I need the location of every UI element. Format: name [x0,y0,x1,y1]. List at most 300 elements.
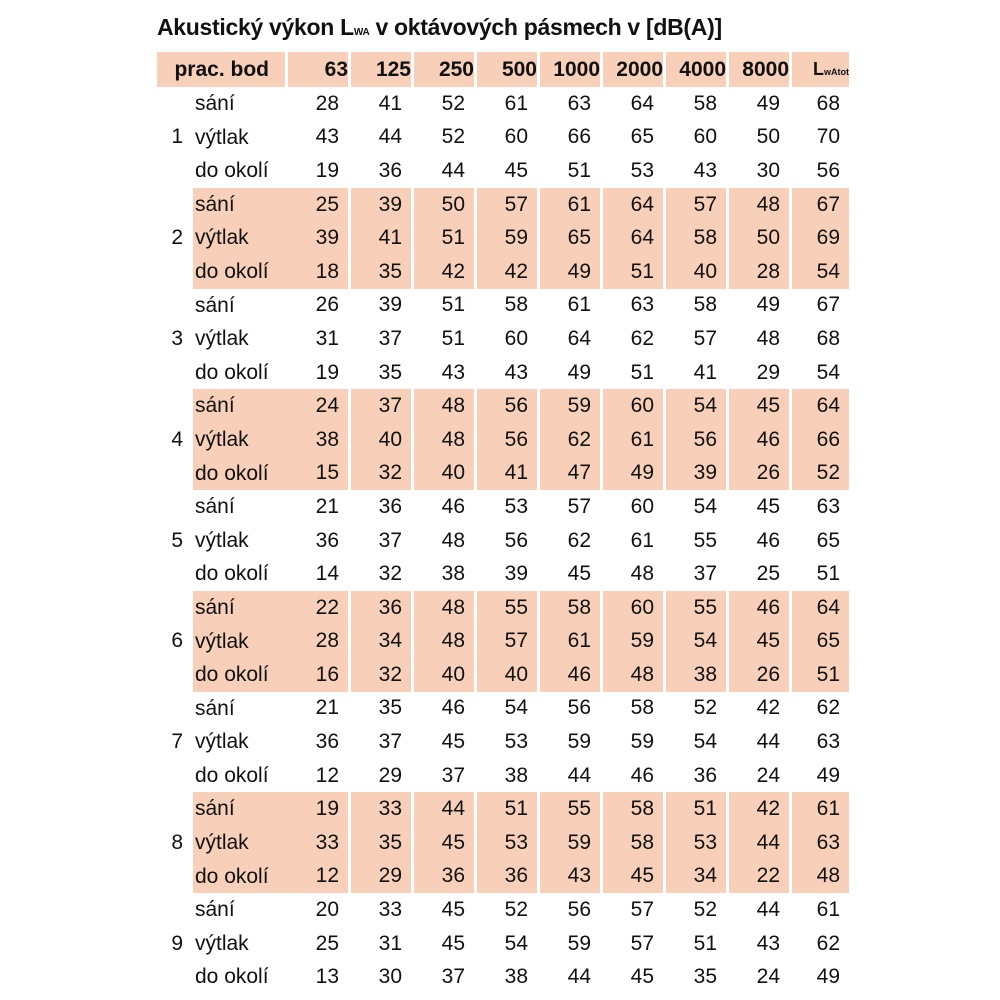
band-value-cell: 19 [315,360,339,384]
band-value-cell: 64 [600,221,663,255]
band-value-cell: 37 [348,389,411,423]
band-value-cell: 54 [474,927,537,961]
table-row [157,658,849,692]
table-title [157,14,722,41]
row-label: sání [193,591,285,625]
band-value-cell: 24 [726,759,789,793]
table-row [157,524,849,558]
band-value-cell: 14 [315,562,339,586]
table-row [157,591,849,625]
band-value-cell: 51 [411,289,474,323]
operating-point-number: 7 [171,730,183,754]
band-value-cell: 38 [474,960,537,994]
band-value-cell: 39 [663,457,726,491]
band-value-cell: 48 [600,557,663,591]
total-value-cell: 62 [789,692,849,726]
header-total [789,52,849,87]
table-row [157,255,849,289]
band-value-cell: 48 [411,524,474,558]
operating-point-number: 4 [171,427,183,451]
row-header-cell [157,490,285,524]
band-value-cell: 42 [726,792,789,826]
row-label: sání [195,92,235,115]
total-value-cell: 66 [789,423,849,457]
band-value-cell: 43 [537,860,600,894]
row-header-cell [157,457,285,491]
band-value-cell: 46 [726,423,789,457]
row-label: výtlak [195,730,249,754]
row-header-cell [157,759,285,793]
band-value-cell: 37 [348,524,411,558]
band-value-cell: 12 [315,763,339,787]
total-value-cell: 63 [789,725,849,759]
title-rest: v oktávových pásmech v [dB(A)] [369,14,722,40]
band-value-cell: 36 [411,860,474,894]
header-total-main: L [813,59,824,79]
band-value-cell: 37 [663,557,726,591]
band-value-cell: 60 [600,389,663,423]
band-value-cell: 58 [600,692,663,726]
band-value-cell: 37 [411,960,474,994]
row-label: do okolí [195,562,269,586]
header-operating-point: prac. bod [157,52,285,87]
band-value-cell: 44 [726,725,789,759]
band-value-cell: 31 [315,326,339,350]
band-value-cell: 37 [411,759,474,793]
band-value-cell: 59 [600,725,663,759]
band-value-cell: 36 [474,860,537,894]
band-value-cell: 40 [411,658,474,692]
band-value-cell: 61 [537,188,600,222]
table-row [157,221,849,255]
total-value-cell: 52 [789,457,849,491]
band-value-cell: 45 [600,960,663,994]
band-value-cell: 51 [411,322,474,356]
band-value-cell: 51 [600,356,663,390]
band-value-cell: 41 [348,87,411,121]
band-value-cell: 36 [348,154,411,188]
sound-power-table [157,52,849,994]
band-value-cell: 52 [474,893,537,927]
band-value-cell: 60 [600,490,663,524]
band-value-cell: 56 [537,893,600,927]
table-row [157,927,849,961]
band-value-cell: 60 [474,322,537,356]
band-value-cell: 35 [348,356,411,390]
band-value-cell: 57 [600,893,663,927]
total-value-cell: 67 [789,188,849,222]
band-value-cell: 46 [537,658,600,692]
band-value-cell: 36 [315,730,339,754]
row-label: do okolí [195,763,269,787]
band-value-cell: 54 [663,725,726,759]
band-value-cell: 34 [348,625,411,659]
row-label: sání [195,293,235,317]
band-value-cell: 59 [537,826,600,860]
band-value-cell: 60 [600,591,663,625]
band-value-cell: 38 [411,557,474,591]
row-label: sání [195,898,235,922]
band-value-cell: 32 [348,557,411,591]
band-value-cell: 33 [348,893,411,927]
band-value-cell: 57 [663,188,726,222]
band-value-cell: 59 [600,625,663,659]
band-value-cell: 57 [474,188,537,222]
band-value-cell: 59 [537,389,600,423]
band-value-cell: 20 [315,898,339,922]
operating-point-number: 1 [171,125,183,149]
band-value-cell: 45 [726,625,789,659]
band-value-cell: 59 [537,725,600,759]
band-value-cell: 28 [285,625,348,659]
band-value-cell: 60 [474,121,537,155]
row-label: sání [195,495,235,519]
band-value-cell: 54 [663,490,726,524]
band-value-cell: 63 [537,87,600,121]
band-value-cell: 49 [726,87,789,121]
band-value-cell: 57 [474,625,537,659]
band-value-cell: 25 [315,931,339,955]
band-value-cell: 44 [411,792,474,826]
operating-point-number: 2 [171,226,183,250]
table-row [157,725,849,759]
header-band: 500 [474,52,537,87]
band-value-cell: 44 [411,154,474,188]
band-value-cell: 39 [285,221,348,255]
total-value-cell: 56 [789,154,849,188]
band-value-cell: 46 [411,490,474,524]
band-value-cell: 37 [348,725,411,759]
band-value-cell: 41 [474,457,537,491]
band-value-cell: 48 [726,322,789,356]
total-value-cell: 68 [789,322,849,356]
band-value-cell: 48 [411,423,474,457]
total-value-cell: 70 [789,121,849,155]
band-value-cell: 28 [726,255,789,289]
band-value-cell: 58 [663,289,726,323]
table-row [157,792,849,826]
row-label: do okolí [193,255,285,289]
band-value-cell: 53 [474,725,537,759]
table-row [157,893,849,927]
band-value-cell: 56 [474,389,537,423]
band-value-cell: 21 [315,696,339,720]
header-total-subscript: wAtot [824,67,849,77]
band-value-cell: 61 [600,524,663,558]
header-band: 125 [348,52,411,87]
table-row [157,490,849,524]
operating-point-number: 6 [171,629,183,653]
row-label: do okolí [195,360,269,384]
row-header-cell [157,725,285,759]
table-row [157,188,849,222]
band-value-cell: 35 [348,255,411,289]
band-value-cell: 44 [348,121,411,155]
total-value-cell: 54 [789,255,849,289]
band-value-cell: 61 [537,625,600,659]
band-value-cell: 16 [285,658,348,692]
band-value-cell: 55 [474,591,537,625]
table-body [157,87,849,994]
band-value-cell: 56 [474,524,537,558]
band-value-cell: 57 [663,322,726,356]
band-value-cell: 53 [474,826,537,860]
band-value-cell: 46 [600,759,663,793]
band-value-cell: 45 [600,860,663,894]
band-value-cell: 42 [474,255,537,289]
band-value-cell: 51 [663,792,726,826]
band-value-cell: 46 [726,524,789,558]
band-value-cell: 36 [348,490,411,524]
row-label: do okolí [193,860,285,894]
band-value-cell: 18 [285,255,348,289]
title-subscript: WA [353,27,370,38]
band-value-cell: 46 [726,591,789,625]
band-value-cell: 34 [663,860,726,894]
row-header-cell [157,557,285,591]
row-header-cell [157,188,285,222]
table-row [157,121,849,155]
band-value-cell: 64 [600,188,663,222]
total-value-cell: 65 [789,625,849,659]
band-value-cell: 45 [537,557,600,591]
row-label: výtlak [195,931,249,955]
row-label: sání [193,188,285,222]
band-value-cell: 47 [537,457,600,491]
band-value-cell: 48 [411,625,474,659]
operating-point-number: 5 [171,528,183,552]
row-header-cell [157,322,285,356]
total-value-cell: 63 [789,490,849,524]
band-value-cell: 58 [600,826,663,860]
total-value-cell: 61 [789,792,849,826]
table-row [157,692,849,726]
band-value-cell: 64 [537,322,600,356]
band-value-cell: 51 [663,927,726,961]
row-label: výtlak [195,327,249,351]
band-value-cell: 24 [726,960,789,994]
band-value-cell: 62 [537,524,600,558]
row-label: do okolí [195,965,269,989]
header-band: 4000 [663,52,726,87]
band-value-cell: 19 [315,158,339,182]
band-value-cell: 13 [315,965,339,989]
band-value-cell: 33 [285,826,348,860]
band-value-cell: 36 [348,591,411,625]
band-value-cell: 43 [411,356,474,390]
row-header-cell [157,255,285,289]
row-header-cell [157,792,285,826]
table-row [157,423,849,457]
total-value-cell: 48 [789,860,849,894]
band-value-cell: 35 [348,692,411,726]
total-value-cell: 54 [789,356,849,390]
band-value-cell: 43 [663,154,726,188]
band-value-cell: 58 [474,289,537,323]
band-value-cell: 33 [348,792,411,826]
total-value-cell: 64 [789,591,849,625]
band-value-cell: 22 [285,591,348,625]
table-row [157,557,849,591]
row-header-cell [157,524,285,558]
band-value-cell: 25 [285,188,348,222]
band-value-cell: 40 [348,423,411,457]
band-value-cell: 53 [663,826,726,860]
table-row [157,356,849,390]
band-value-cell: 49 [537,255,600,289]
total-value-cell: 62 [789,927,849,961]
table-row [157,860,849,894]
row-header-cell [157,423,285,457]
row-label: výtlak [193,826,285,860]
table-row [157,87,849,121]
row-header-cell [157,625,285,659]
band-value-cell: 44 [537,960,600,994]
total-value-cell: 63 [789,826,849,860]
band-value-cell: 61 [537,289,600,323]
band-value-cell: 44 [726,893,789,927]
band-value-cell: 26 [726,658,789,692]
band-value-cell: 54 [663,625,726,659]
band-value-cell: 36 [315,528,339,552]
row-header-cell [157,356,285,390]
band-value-cell: 55 [537,792,600,826]
band-value-cell: 45 [411,893,474,927]
band-value-cell: 29 [348,860,411,894]
band-value-cell: 48 [726,188,789,222]
band-value-cell: 62 [537,423,600,457]
band-value-cell: 29 [348,759,411,793]
band-value-cell: 38 [285,423,348,457]
band-value-cell: 52 [411,87,474,121]
band-value-cell: 54 [663,389,726,423]
operating-point-number: 8 [171,830,183,854]
band-value-cell: 61 [474,87,537,121]
table-row [157,154,849,188]
row-header-cell [157,87,285,121]
band-value-cell: 21 [315,494,339,518]
header-band: 8000 [726,52,789,87]
band-value-cell: 51 [474,792,537,826]
row-label: do okolí [193,658,285,692]
band-value-cell: 45 [726,490,789,524]
header-band: 2000 [600,52,663,87]
band-value-cell: 63 [600,289,663,323]
band-value-cell: 30 [726,154,789,188]
row-label: výtlak [195,528,249,552]
band-value-cell: 57 [600,927,663,961]
total-value-cell: 51 [789,658,849,692]
band-value-cell: 41 [348,221,411,255]
band-value-cell: 58 [663,221,726,255]
title-main: Akustický výkon L [157,14,354,40]
band-value-cell: 22 [726,860,789,894]
band-value-cell: 64 [600,87,663,121]
band-value-cell: 24 [285,389,348,423]
band-value-cell: 62 [600,322,663,356]
header-band: 250 [411,52,474,87]
band-value-cell: 39 [348,188,411,222]
band-value-cell: 29 [726,356,789,390]
row-header-cell [157,692,285,726]
band-value-cell: 52 [663,893,726,927]
band-value-cell: 32 [348,658,411,692]
band-value-cell: 48 [411,389,474,423]
band-value-cell: 49 [726,289,789,323]
band-value-cell: 39 [348,289,411,323]
band-value-cell: 59 [537,927,600,961]
band-value-cell: 53 [600,154,663,188]
band-value-cell: 31 [348,927,411,961]
band-value-cell: 12 [285,860,348,894]
band-value-cell: 50 [726,121,789,155]
row-header-cell [157,826,285,860]
row-header-cell [157,927,285,961]
band-value-cell: 50 [411,188,474,222]
band-value-cell: 32 [348,457,411,491]
total-value-cell: 49 [789,759,849,793]
band-value-cell: 40 [474,658,537,692]
band-value-cell: 49 [600,457,663,491]
band-value-cell: 44 [537,759,600,793]
table-row [157,759,849,793]
row-label: sání [193,792,285,826]
band-value-cell: 51 [411,221,474,255]
total-value-cell: 67 [789,289,849,323]
band-value-cell: 38 [474,759,537,793]
row-header-cell [157,289,285,323]
band-value-cell: 58 [537,591,600,625]
band-value-cell: 54 [474,692,537,726]
band-value-cell: 42 [726,692,789,726]
header-row [157,52,849,87]
table-row [157,289,849,323]
band-value-cell: 45 [411,826,474,860]
header-band: 63 [285,52,348,87]
operating-point-number: 3 [171,326,183,350]
band-value-cell: 65 [537,221,600,255]
row-header-cell [157,658,285,692]
band-value-cell: 58 [663,87,726,121]
total-value-cell: 68 [789,87,849,121]
row-header-cell [157,893,285,927]
row-header-cell [157,860,285,894]
band-value-cell: 56 [474,423,537,457]
band-value-cell: 40 [411,457,474,491]
band-value-cell: 65 [600,121,663,155]
table-row [157,389,849,423]
band-value-cell: 45 [474,154,537,188]
band-value-cell: 35 [663,960,726,994]
band-value-cell: 56 [537,692,600,726]
table-row [157,625,849,659]
row-header-cell [157,389,285,423]
row-label: výtlak [193,423,285,457]
band-value-cell: 53 [474,490,537,524]
row-header-cell [157,591,285,625]
band-value-cell: 45 [411,725,474,759]
band-value-cell: 25 [726,557,789,591]
band-value-cell: 43 [315,125,339,149]
row-header-cell [157,154,285,188]
header-band: 1000 [537,52,600,87]
total-value-cell: 49 [789,960,849,994]
band-value-cell: 58 [600,792,663,826]
band-value-cell: 51 [600,255,663,289]
band-value-cell: 37 [348,322,411,356]
band-value-cell: 40 [663,255,726,289]
band-value-cell: 36 [663,759,726,793]
